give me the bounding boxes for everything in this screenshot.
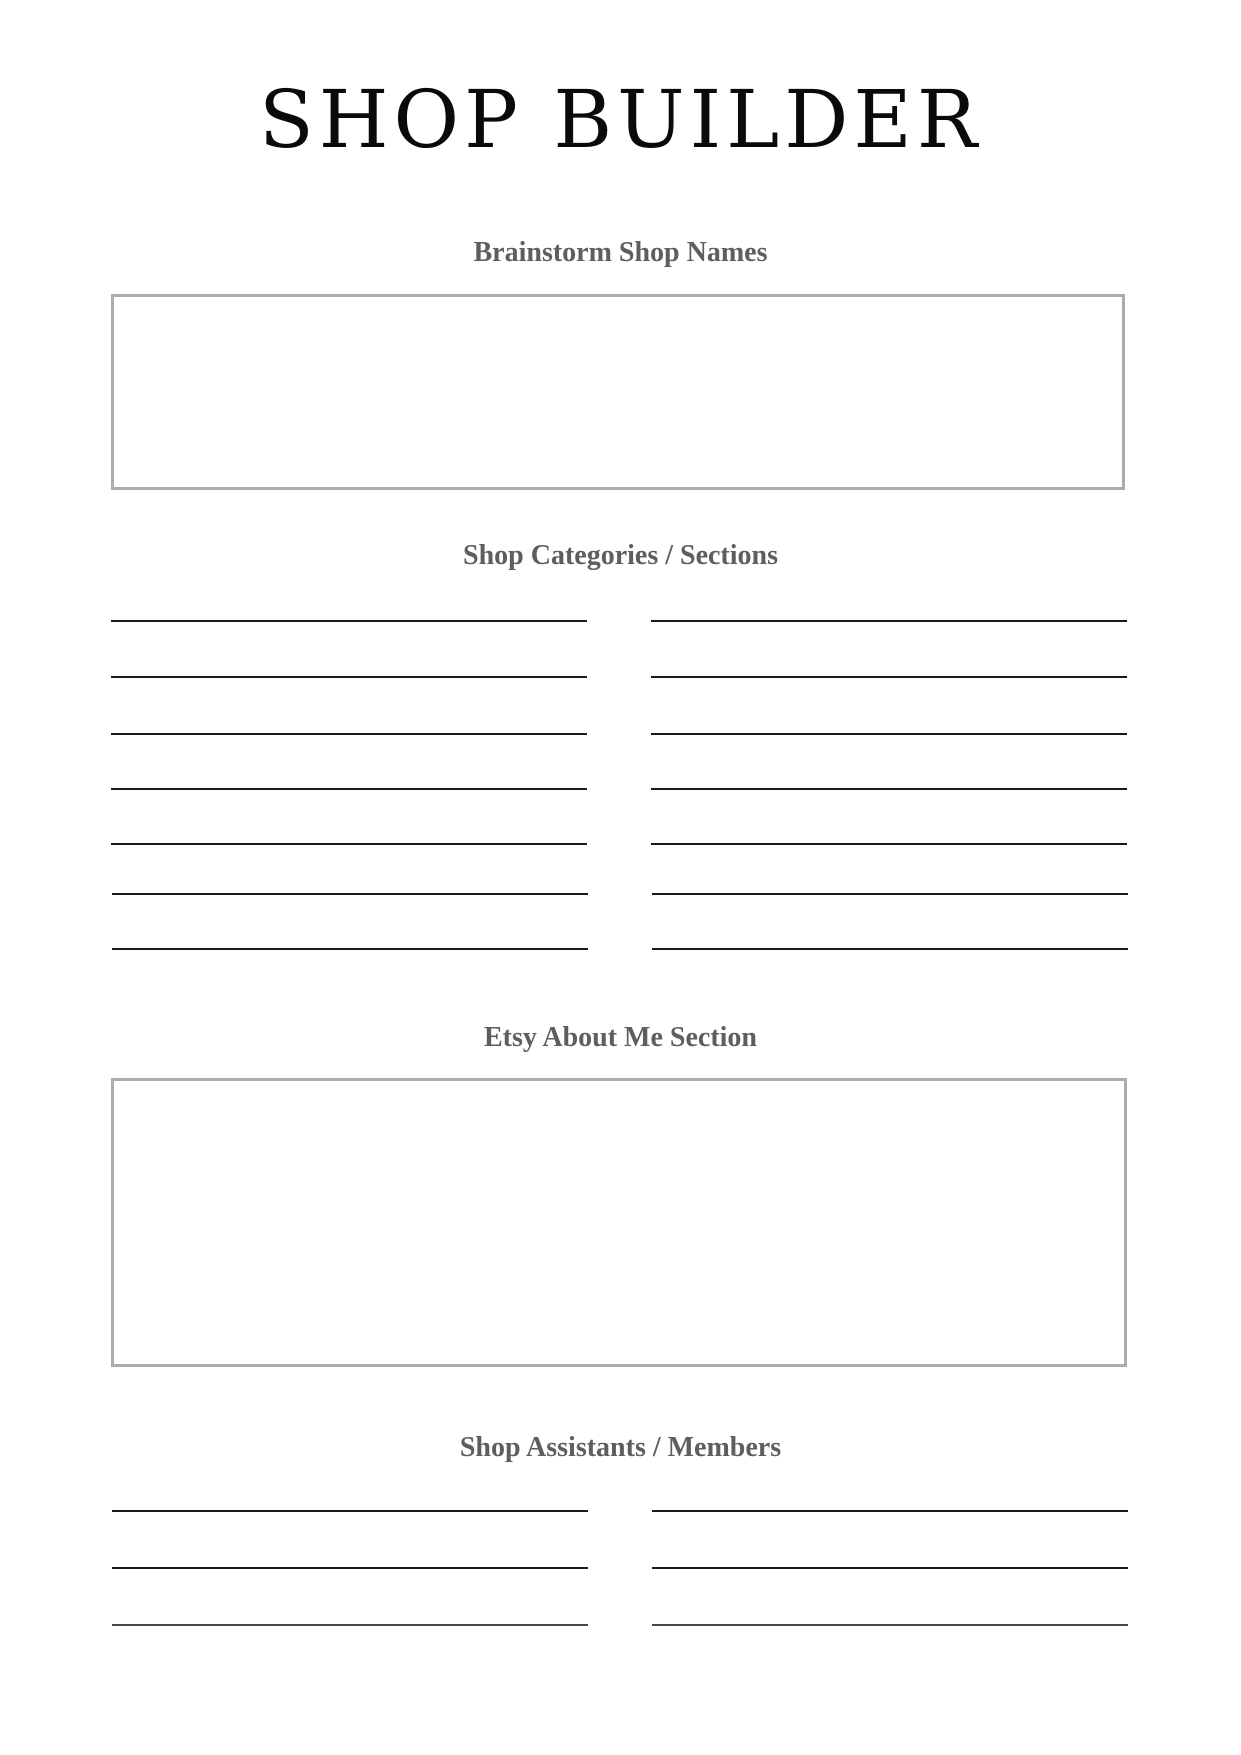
category-line-right-1[interactable] — [651, 620, 1127, 622]
category-line-left-1[interactable] — [111, 620, 587, 622]
category-line-right-4[interactable] — [651, 788, 1127, 790]
category-line-right-7[interactable] — [652, 948, 1128, 950]
assistant-line-right-3[interactable] — [652, 1624, 1128, 1626]
category-line-left-6[interactable] — [112, 893, 588, 895]
category-line-right-2[interactable] — [651, 676, 1127, 678]
category-line-left-2[interactable] — [111, 676, 587, 678]
assistant-line-right-2[interactable] — [652, 1567, 1128, 1569]
assistant-line-right-1[interactable] — [652, 1510, 1128, 1512]
about-heading: Etsy About Me Section — [484, 1022, 757, 1053]
brainstorm-heading: Brainstorm Shop Names — [473, 237, 768, 268]
about-me-box[interactable] — [111, 1078, 1127, 1367]
page-title: SHOP BUILDER — [258, 73, 983, 166]
category-line-left-5[interactable] — [111, 843, 587, 845]
assistants-heading: Shop Assistants / Members — [459, 1432, 782, 1463]
assistant-line-left-1[interactable] — [112, 1510, 588, 1512]
category-line-right-3[interactable] — [651, 733, 1127, 735]
categories-heading: Shop Categories / Sections — [463, 540, 778, 571]
category-line-right-5[interactable] — [651, 843, 1127, 845]
category-line-right-6[interactable] — [652, 893, 1128, 895]
category-line-left-7[interactable] — [112, 948, 588, 950]
assistant-line-left-2[interactable] — [112, 1567, 588, 1569]
shop-names-box[interactable] — [111, 294, 1125, 490]
category-line-left-3[interactable] — [111, 733, 587, 735]
category-line-left-4[interactable] — [111, 788, 587, 790]
assistant-line-left-3[interactable] — [112, 1624, 588, 1626]
